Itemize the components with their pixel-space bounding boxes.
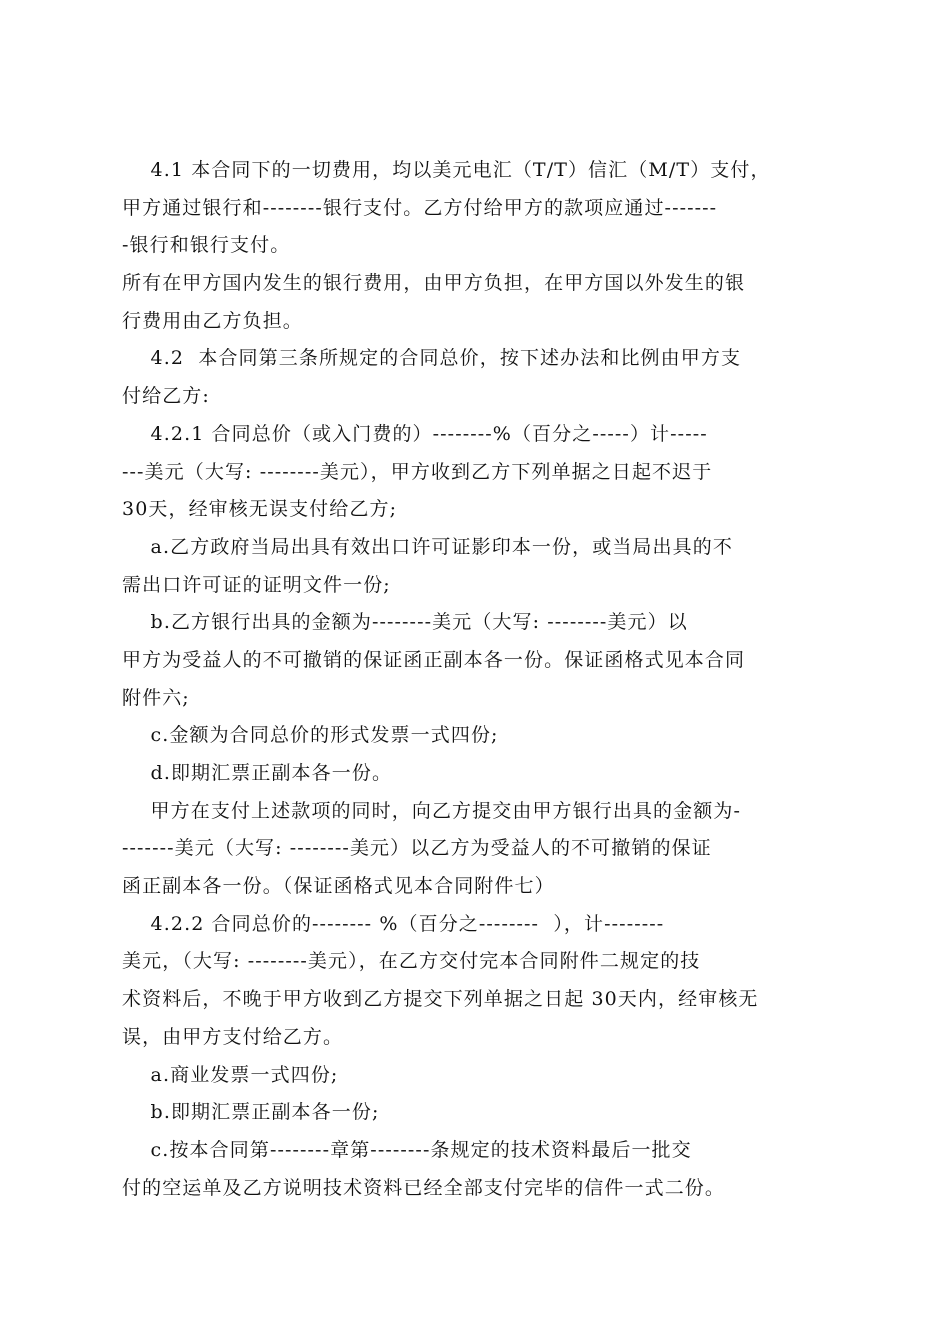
text-line: ---美元（大写: --------美元），甲方收到乙方下列单据之日起不迟于 [122, 460, 713, 483]
text-line: a.商业发票一式四份; [122, 1063, 339, 1086]
text-line: 附件六; [122, 686, 190, 709]
text-line: 术资料后，不晚于甲方收到乙方提交下列单据之日起 30天内，经审核无 [122, 988, 759, 1011]
text-line: 30天，经审核无误支付给乙方; [122, 498, 398, 521]
text-line: 甲方在支付上述款项的同时，向乙方提交由甲方银行出具的金额为- [122, 799, 741, 822]
text-line: 付给乙方: [122, 385, 210, 408]
text-line: a.乙方政府当局出具有效出口许可证影印本一份，或当局出具的不 [122, 535, 733, 558]
text-line: 所有在甲方国内发生的银行费用，由甲方负担，在甲方国以外发生的银 [122, 272, 746, 295]
text-line: 甲方通过银行和--------银行支付。乙方付给甲方的款项应通过------- [122, 196, 718, 219]
text-line: 误，由甲方支付给乙方。 [122, 1025, 344, 1048]
text-line: c.按本合同第--------章第--------条规定的技术资料最后一批交 [122, 1138, 692, 1161]
document-body [122, 152, 842, 1207]
text-line: -------美元（大写: --------美元）以乙方为受益人的不可撤销的保证 [122, 837, 712, 860]
text-line: 4.2.1 合同总价（或入门费的）--------%（百分之-----）计----- [122, 422, 708, 445]
text-line: 4.2.2 合同总价的-------- %（百分之-------- ），计-------- [122, 912, 665, 935]
text-line: c.金额为合同总价的形式发票一式四份; [122, 724, 499, 747]
text-line: 4.1 本合同下的一切费用，均以美元电汇（T/T）信汇（M/T）支付， [122, 159, 771, 181]
text-line: b.即期汇票正副本各一份; [122, 1101, 380, 1124]
text-line: 甲方为受益人的不可撤销的保证函正副本各一份。保证函格式见本合同 [122, 648, 746, 671]
text-line: 美元，（大写: --------美元），在乙方交付完本合同附件二规定的技 [122, 950, 701, 973]
text-line: -银行和银行支付。 [122, 234, 291, 257]
text-line: 付的空运单及乙方说明技术资料已经全部支付完毕的信件一式二份。 [122, 1176, 726, 1199]
text-line: 4.2 本合同第三条所规定的合同总价，按下述办法和比例由甲方支 [122, 347, 742, 370]
text-line: 函正副本各一份。（保证函格式见本合同附件七） [122, 875, 555, 898]
text-line: 需出口许可证的证明文件一份; [122, 573, 391, 596]
text-line: d.即期汇票正副本各一份。 [122, 762, 393, 784]
text-line: b.乙方银行出具的金额为--------美元（大写: --------美元）以 [122, 611, 688, 634]
text-line: 行费用由乙方负担。 [122, 309, 303, 332]
